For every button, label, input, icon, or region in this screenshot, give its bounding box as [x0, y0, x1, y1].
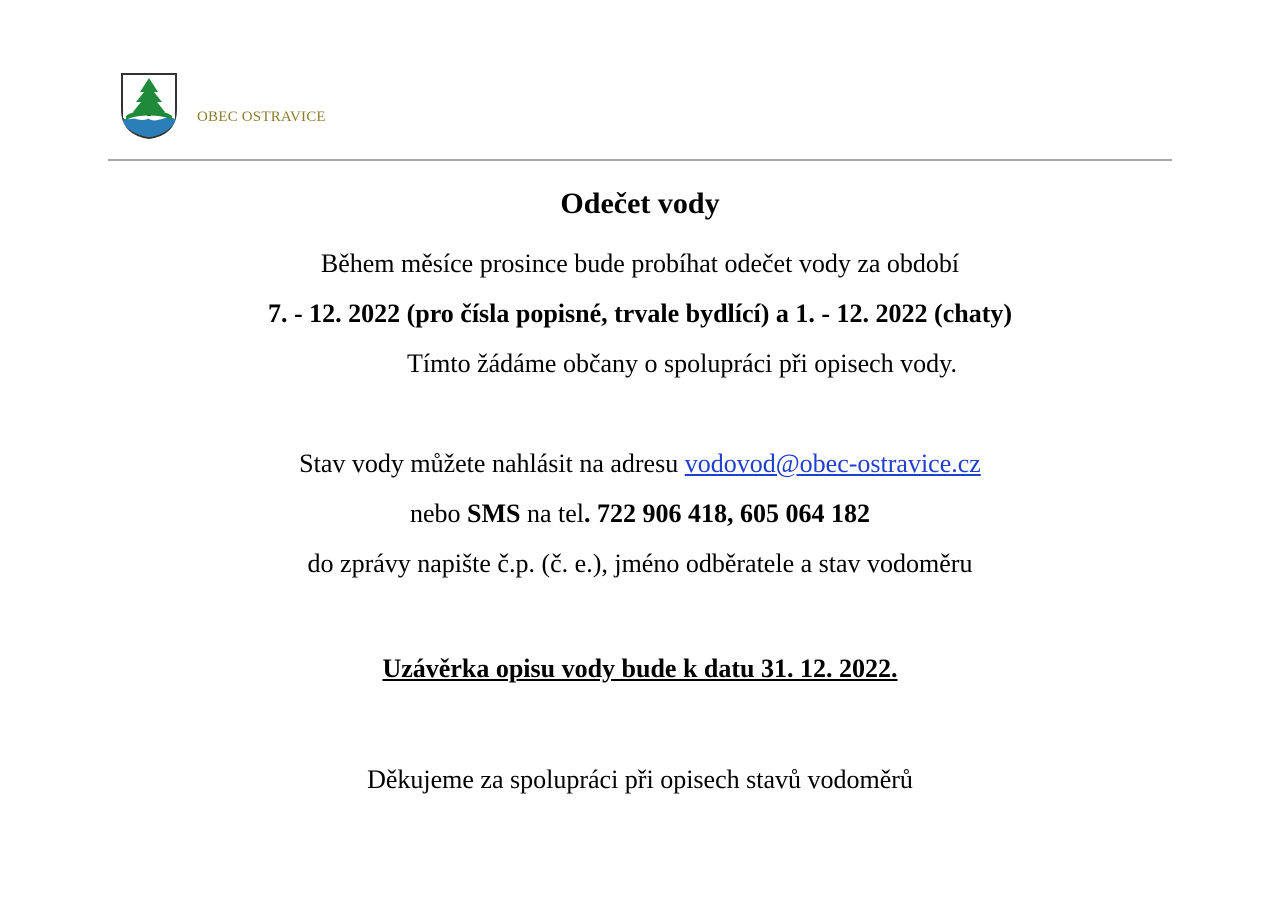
sms-prefix-text: nebo: [409, 499, 468, 528]
header: [120, 72, 620, 142]
thanks-text: Děkujeme za spolupráci při opisech stavů vodoměrů: [367, 765, 913, 794]
phone-numbers: . 722 906 418, 605 064 182: [584, 499, 871, 528]
email-report-line: [0, 448, 1280, 480]
organization-name: OBEC OSTRAVICE: [197, 109, 326, 125]
period-dates-text: 7. - 12. 2022 (pro čísla popisné, trvale bydlící) a 1. - 12. 2022 (chaty): [267, 299, 1013, 328]
period-intro-text: Během měsíce prosince bude probíhat odečet vody za období: [320, 249, 960, 278]
email-report-text: Stav vody můžete nahlásit na adresu: [299, 449, 685, 478]
sms-report-line: [0, 498, 1280, 530]
page-title: Odečet vody: [560, 187, 720, 220]
cooperation-request-text: Tímto žádáme občany o spolupráci při opisech vody.: [407, 349, 957, 378]
municipal-crest-icon: [120, 72, 178, 140]
tel-label: na tel: [520, 499, 585, 528]
message-instructions-text: do zprávy napište č.p. (č. e.), jméno odběratele a stav vodoměru: [307, 549, 973, 578]
deadline-text: Uzávěrka opisu vody bude k datu 31. 12. 2022.: [382, 654, 898, 683]
header-divider: [108, 159, 1172, 161]
email-link[interactable]: vodovod@obec-ostravice.cz: [684, 449, 981, 478]
sms-label: SMS: [467, 499, 521, 528]
